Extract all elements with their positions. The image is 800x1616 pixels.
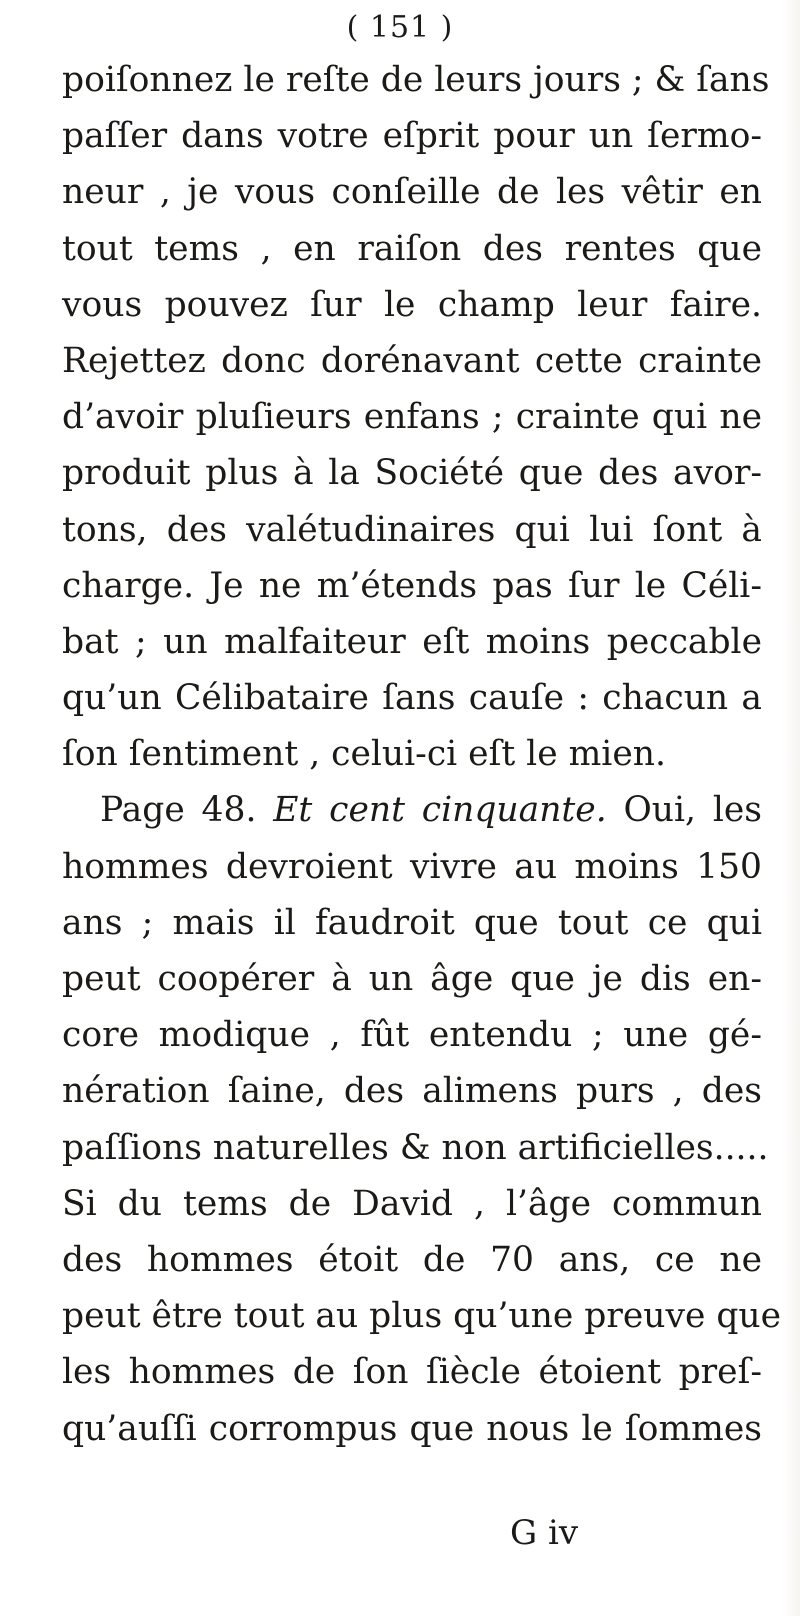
text-line: nération ſaine, des alimens purs , des <box>62 1071 762 1112</box>
text-line: produit plus à la Société que des avor- <box>62 453 762 494</box>
text-line: qu’un Célibataire ſans cauſe : chacun a <box>62 678 762 719</box>
text-line: paſſer dans votre eſprit pour un ſermo- <box>62 116 762 157</box>
text-line: tout tems , en raiſon des rentes que <box>62 228 762 269</box>
text-line: ans ; mais il faudroit que tout ce qui <box>62 902 762 943</box>
text-line: hommes devroient vivre au moins 150 <box>62 846 762 887</box>
text-line: d’avoir pluſieurs enfans ; crainte qui ne <box>62 397 762 438</box>
text-line: poiſonnez le reſte de leurs jours ; & ſans <box>62 60 770 100</box>
text-line: tons, des valétudinaires qui lui ſont à <box>62 509 762 550</box>
page-reference-line <box>62 782 762 838</box>
text-line: qu’auſſi corrompus que nous le ſommes <box>62 1408 762 1449</box>
text-line: vous pouvez ſur le champ leur faire. <box>62 284 762 325</box>
body-text <box>62 52 782 1457</box>
text-line: peut coopérer à un âge que je dis en- <box>62 959 762 999</box>
text-line: bat ; un malfaiteur eſt moins peccable <box>62 621 762 662</box>
signature-mark: G iv <box>510 1513 579 1553</box>
text-line: Rejettez donc dorénavant cette crainte <box>62 340 762 381</box>
reference-continuation: Oui, les <box>623 790 762 831</box>
text-line: les hommes de ſon ſiècle étoient preſ- <box>62 1352 762 1393</box>
quoted-phrase: Et cent cinquante. <box>273 790 607 831</box>
text-line: ſon ſentiment , celui-ci eſt le mien. <box>62 734 666 775</box>
text-line: paſſions naturelles & non artificielles..... <box>62 1127 769 1168</box>
text-line: Si du tems de David , l’âge commun <box>62 1183 762 1224</box>
text-line: peut être tout au plus qu’une preuve que <box>62 1296 782 1337</box>
text-line: core modique , fût entendu ; une gé- <box>62 1015 762 1056</box>
text-line: des hommes étoit de 70 ans, ce ne <box>62 1239 762 1280</box>
text-line: charge. Je ne m’étends pas ſur le Céli- <box>62 565 762 606</box>
page-number: ( 151 ) <box>346 10 454 45</box>
page-edge-shadow <box>782 0 800 1616</box>
page-reference: Page 48. <box>100 790 257 831</box>
text-line: neur , je vous conſeille de les vêtir en <box>62 172 762 213</box>
